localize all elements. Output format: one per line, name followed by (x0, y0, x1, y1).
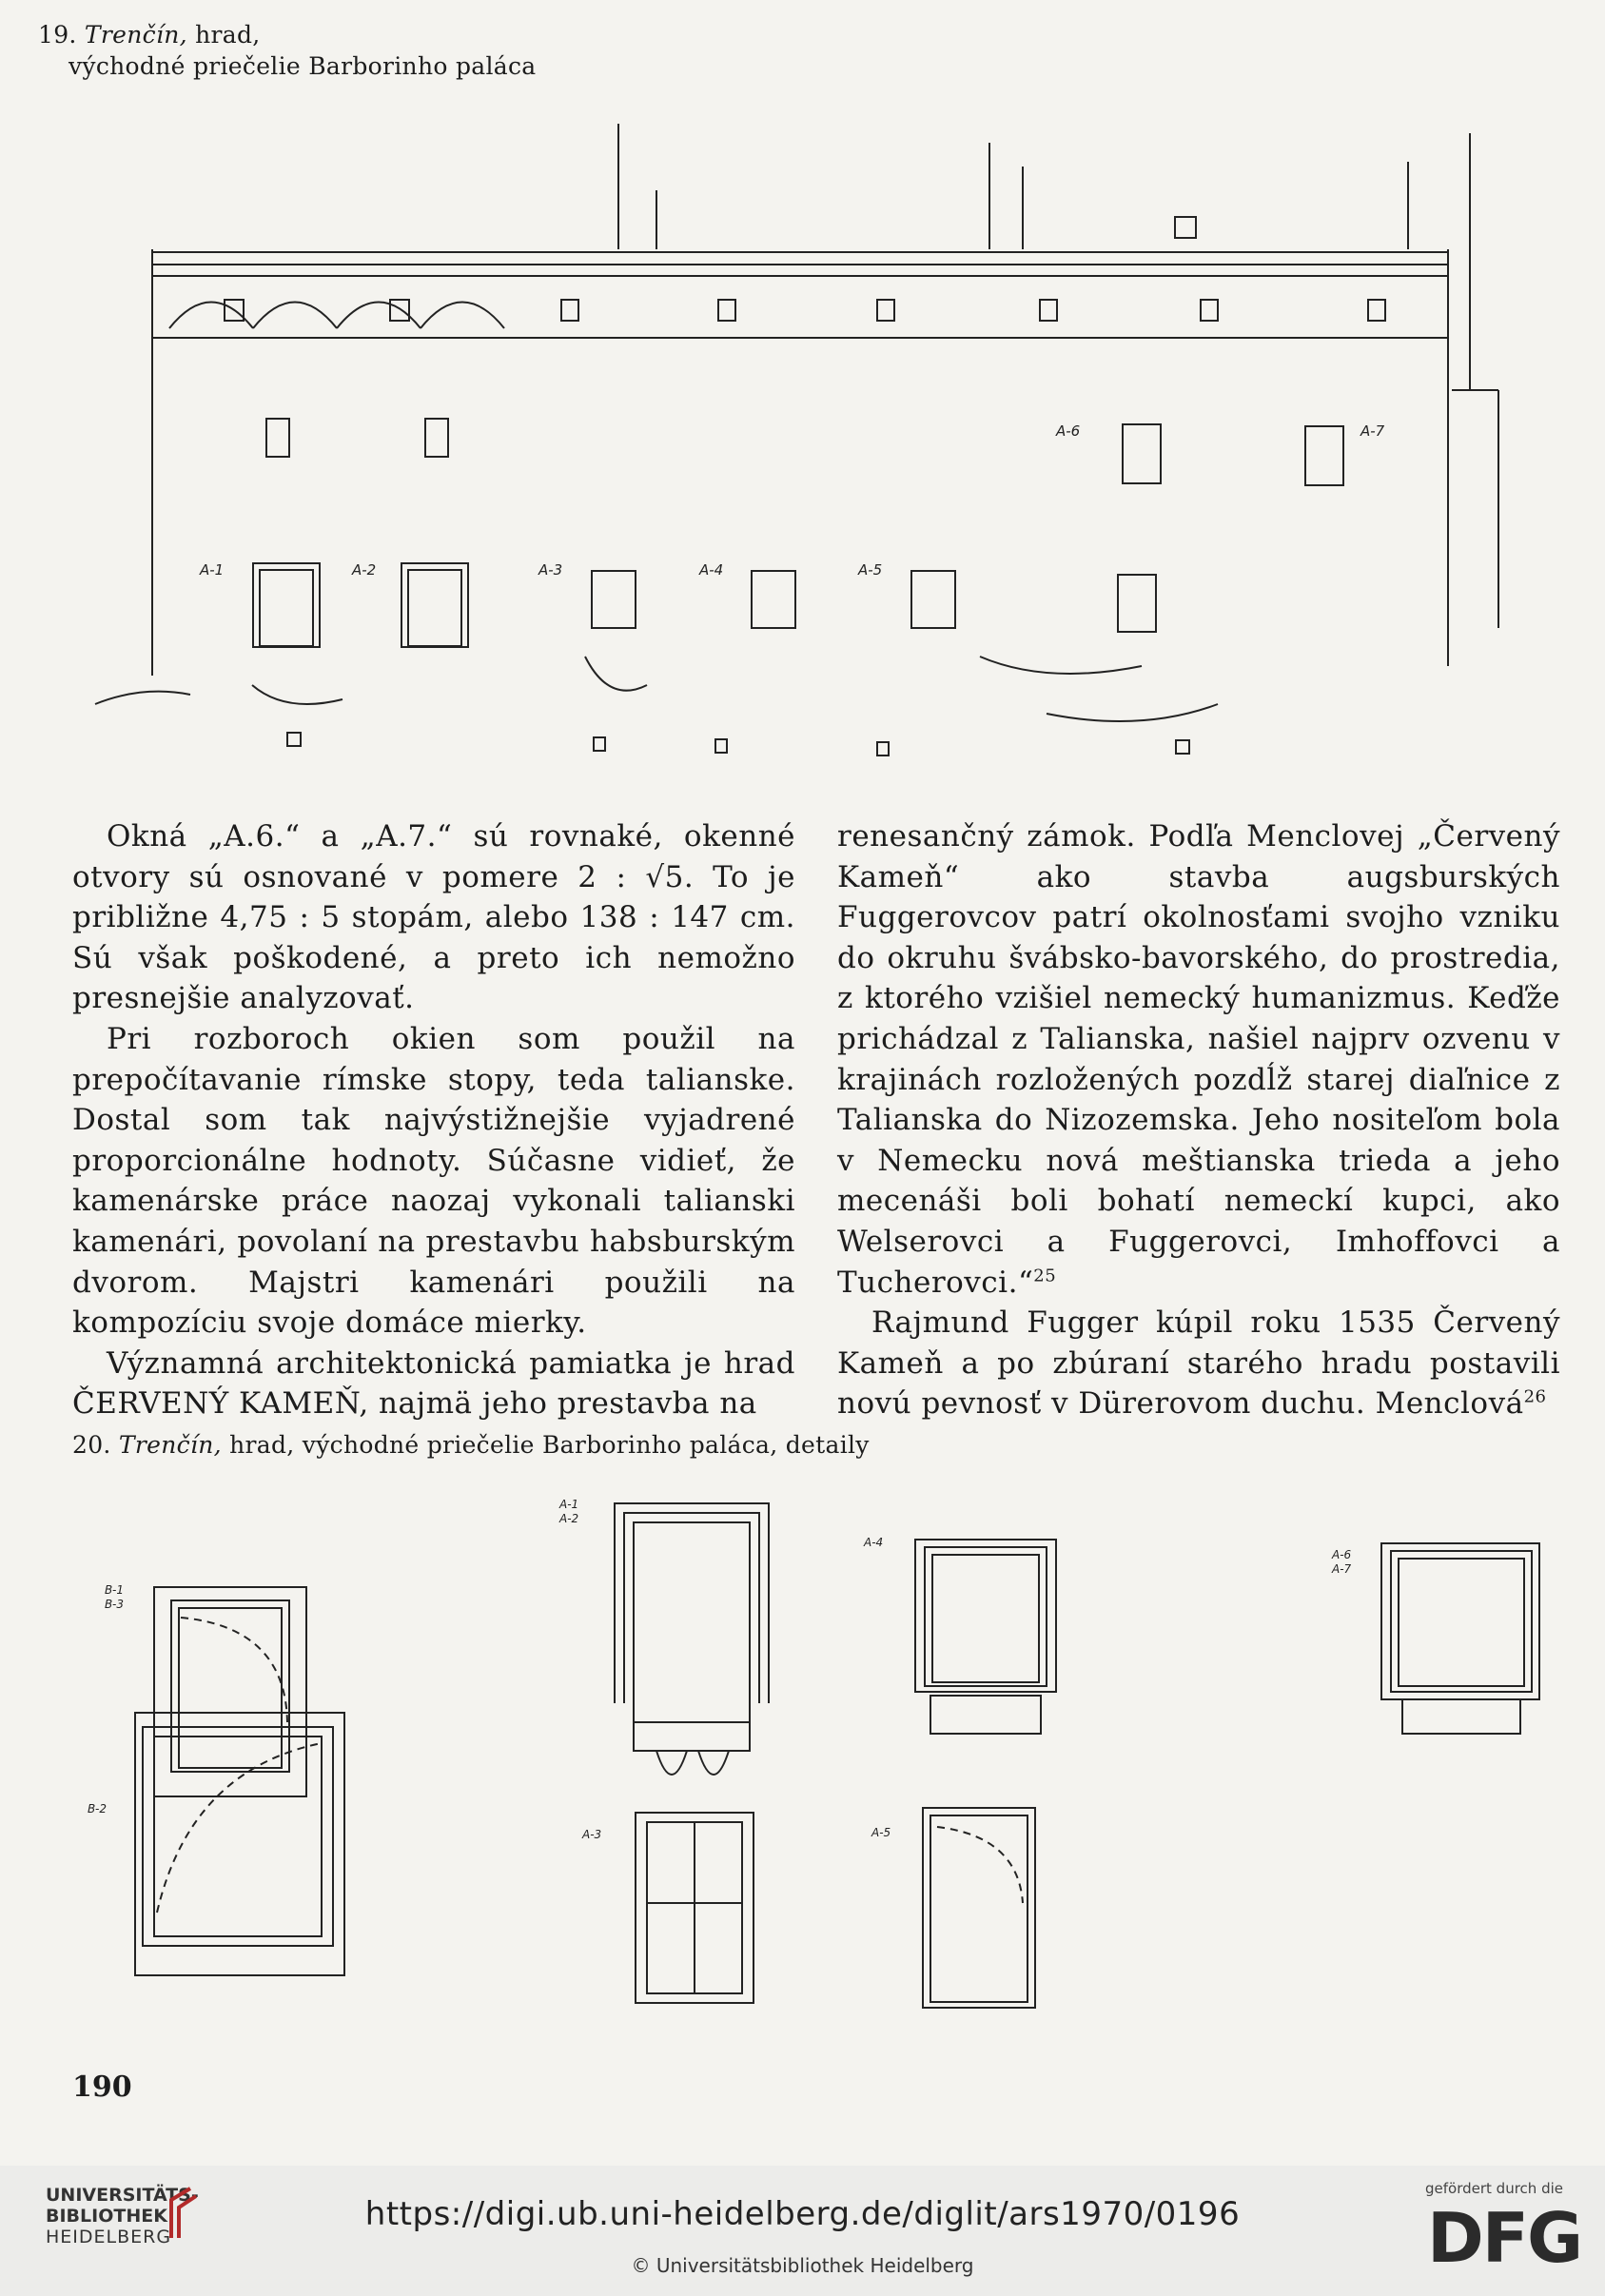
paragraph: Okná „A.6.“ a „A.7.“ sú rovnaké, okenné otvory sú osnované v pomere 2 : √5. To je približne 4,75 : 5 stopám, alebo 138 : 147 cm. Sú však poškodené, a preto ich nemožno presnejšie analyzovať. (72, 819, 795, 1016)
figure-19-facade-drawing (0, 0, 1605, 799)
text-column-right (837, 816, 1560, 1424)
dfg-funding-note: gefördert durch die (1425, 2180, 1563, 2197)
paragraph-text: renesančný zámok. Podľa Menclovej „Červený Kameň“ ako stavba augsburských Fuggerovcov patrí okolnosťami svojho vzniku do okruhu švábsko-bavorského, do prostredia, z ktorého vzišiel nemecký humanizmus. Keďže prichádzal z Talianska, našiel najprv ozvenu v krajinách rozložených pozdĺž starej diaľnice z Talianska do Nizozemska. Jeho nositeľom bola v Nemecku nová meštianska trieda a jeho mecenáši boli bohatí nemeckí kupci, ako Welserovci a Fuggerovci, Imhoffovci a Tucherovci.“ (837, 819, 1560, 1300)
label-a6: A-6 (1332, 1548, 1352, 1561)
figure-19-caption-line2: východné priečelie Barborinho paláca (69, 52, 537, 80)
label-a7: A-7 (1332, 1562, 1352, 1576)
footnote-ref: 26 (1523, 1386, 1547, 1407)
text-column-left (72, 816, 795, 1424)
label-a2: A-2 (559, 1512, 579, 1525)
dfg-logo: DFG (1427, 2198, 1582, 2278)
paragraph-text: Rajmund Fugger kúpil roku 1535 Červený Kameň a po zbúraní starého hradu postavili novú pevnosť v Dürerovom duchu. Menclová (837, 1305, 1560, 1422)
page-number: 190 (72, 2070, 132, 2104)
label-a3: A-3 (538, 561, 563, 579)
label-a1: A-1 (200, 561, 225, 579)
caption-number: 19. (38, 21, 77, 49)
figure-20-caption (72, 1429, 870, 1461)
library-name-line2: BIBLIOTHEK (46, 2206, 167, 2227)
footer-url-link[interactable]: https://digi.ub.uni-heidelberg.de/diglit/ars1970/0196 (364, 2195, 1241, 2233)
label-a5: A-5 (871, 1826, 891, 1839)
paragraph (837, 1303, 1560, 1424)
caption-place: Trenčín, (118, 1431, 222, 1459)
footer-copyright: © Universitätsbibliothek Heidelberg (631, 2254, 974, 2277)
figure-20-details-drawing (0, 1484, 1605, 2055)
label-b3: B-3 (105, 1598, 124, 1611)
figure-20-labels (88, 1498, 1352, 1841)
caption-place: Trenčín, (84, 21, 187, 49)
paragraph: Pri rozboroch okien som použil na prepočítavanie rímske stopy, teda talianske. Dostal som tak najvýstižnejšie vyjadrené proporcionálne hodnoty. Súčasne vidieť, že kamenárske práce naozaj vykonali talianski kamenári, povolaní na prestavbu habsburským dvorom. Majstri kamenári použili na kompozíciu svoje domáce mierky. (72, 1021, 795, 1341)
label-a4: A-4 (699, 561, 724, 579)
label-b1: B-1 (105, 1583, 124, 1597)
caption-rest: hrad, východné priečelie Barborinho paláca, detaily (221, 1431, 870, 1459)
label-a6: A-6 (1056, 422, 1081, 440)
library-name-line1: UNIVERSITÄTS- (46, 2185, 199, 2206)
label-a2: A-2 (352, 561, 377, 579)
figure-19-labels (199, 422, 1385, 579)
caption-number: 20. (72, 1431, 111, 1459)
label-a3: A-3 (582, 1828, 602, 1841)
footnote-ref: 25 (1033, 1266, 1057, 1286)
label-a7: A-7 (1360, 422, 1385, 440)
label-b2: B-2 (88, 1802, 107, 1815)
label-a1: A-1 (559, 1498, 579, 1511)
library-name-line3: HEIDELBERG (46, 2227, 172, 2247)
paragraph: Významná architektonická pamiatka je hrad ČERVENÝ KAMEŇ, najmä jeho prestavba na (72, 1345, 795, 1422)
caption-rest: hrad, (186, 21, 261, 49)
label-a4: A-4 (864, 1536, 884, 1549)
label-a5: A-5 (858, 561, 883, 579)
paragraph (837, 816, 1560, 1303)
